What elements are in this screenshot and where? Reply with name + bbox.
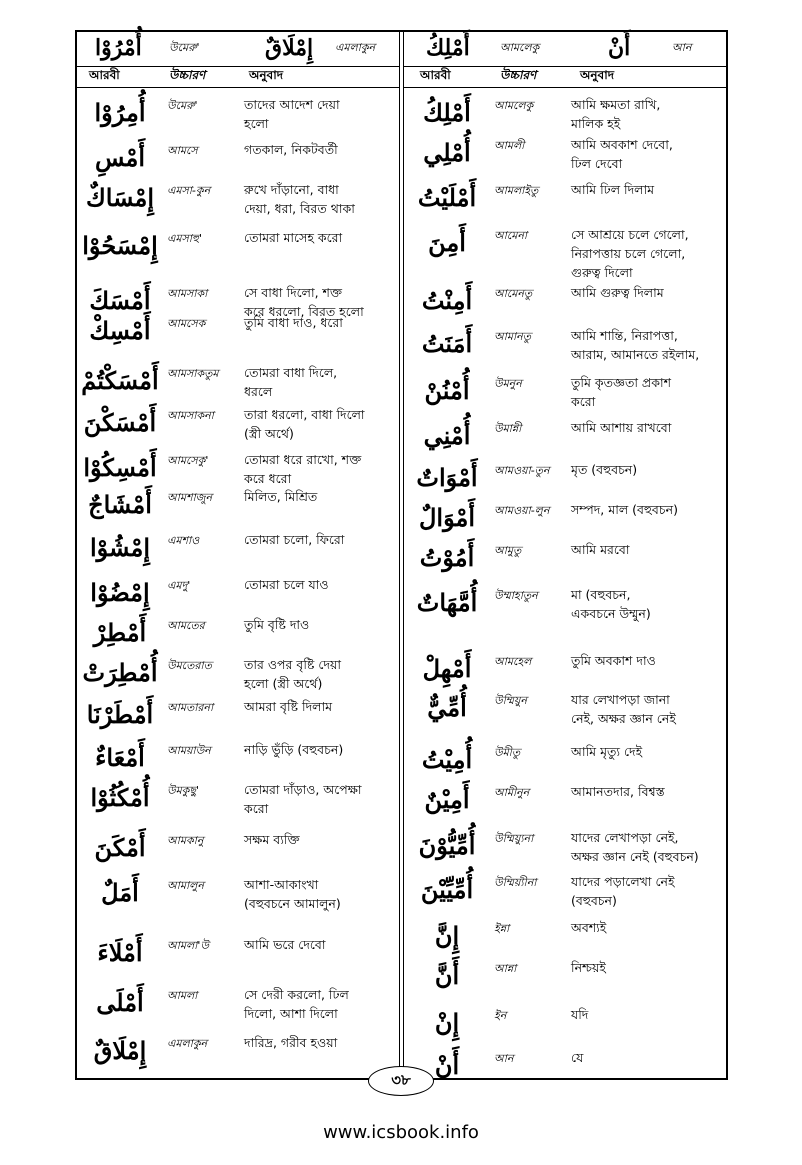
arabic-word: أَمْسَكْنَ — [83, 408, 157, 437]
meaning — [244, 450, 394, 488]
meaning — [571, 180, 721, 199]
column-header-right — [404, 66, 726, 88]
meaning-line: নিশ্চয়ই — [571, 960, 606, 975]
arabic-word: أَمْوَاتٌ — [416, 463, 478, 492]
meaning — [571, 225, 721, 282]
pronunciation: আন — [494, 1052, 514, 1065]
meaning — [571, 95, 721, 133]
pronunciation: এমদু' — [167, 579, 191, 592]
pronunciation: আমশাজুন — [167, 491, 213, 504]
arabic-word: أُمِّيِّيْنَ — [420, 875, 474, 904]
arabic-word: أُمْلِي — [423, 138, 471, 167]
meaning-line: মৃত (বহুবচন) — [571, 462, 638, 477]
pronunciation: আমলী — [494, 139, 525, 152]
meaning-line: হলো (স্ত্রী অর্থে) — [244, 676, 323, 691]
meaning-line: যাদের লেখাপড়া নেই, — [571, 830, 679, 845]
pronunciation: উমেরু' — [167, 99, 198, 112]
meaning-line: মিলিত, মিশ্রিত — [244, 489, 318, 504]
meaning-line: তোমরা ধরে রাখো, শক্ত — [244, 452, 362, 467]
pronunciation: আময়াউন — [167, 744, 211, 757]
arabic-word: إِمْضُوْا — [90, 578, 150, 607]
meaning-line: মা (বহুবচন, — [571, 587, 631, 602]
arabic-word: أَمْلِكُ — [423, 98, 471, 127]
meaning-line: করো — [571, 394, 596, 409]
running-header-arabic-2: إِمْلَاقٌ — [265, 35, 314, 61]
arabic-word: إِنْ — [434, 1008, 460, 1037]
meaning-line: যার লেখাপড়া জানা — [571, 692, 670, 707]
meaning — [571, 500, 721, 519]
pronunciation: আমতারনা — [167, 701, 214, 714]
meaning — [244, 180, 394, 218]
meaning-line: আমি ক্ষমতা রাখি, — [571, 97, 661, 112]
arabic-word: أَمْشَاجٌ — [88, 490, 152, 519]
pronunciation: আমলেকু — [494, 99, 534, 112]
header-meaning: অনুবাদ — [580, 68, 615, 82]
meaning — [244, 575, 394, 594]
arabic-word: إِمْسَاكٌ — [85, 183, 155, 212]
arabic-word: أَمُوْتُ — [419, 543, 475, 572]
running-header-pron-2: এমলাকুন — [335, 40, 376, 54]
arabic-word: إِمْشُوْا — [90, 533, 150, 562]
meaning-line: সম্পদ, মাল (বহুবচন) — [571, 502, 678, 517]
pronunciation: আমহেল — [494, 655, 532, 668]
arabic-word: أَمْسِكُوْا — [83, 453, 157, 482]
meaning-line: (বহুবচন) — [571, 893, 617, 908]
running-header-arabic-1: أُمْرُوْا — [95, 35, 142, 61]
pronunciation: আমেনতু — [494, 287, 533, 300]
meaning-line: আমি ঢিল দিলাম — [571, 182, 655, 197]
arabic-word: إِنَّ — [434, 921, 460, 950]
pronunciation: উমীতু — [494, 746, 521, 759]
meaning-line: গুরুত্ব দিলো — [571, 265, 633, 280]
arabic-word: أَمْسِ — [94, 143, 146, 172]
meaning — [571, 1048, 721, 1067]
meaning — [244, 530, 394, 549]
pronunciation: আমসাকনা — [167, 409, 214, 422]
arabic-word: أَمْكَنَ — [94, 833, 146, 862]
running-header-pron-3: আমলেকু — [500, 40, 540, 54]
meaning-line: আমি মরবো — [571, 542, 630, 557]
meaning-line: হলো — [244, 116, 269, 131]
meaning — [244, 830, 394, 849]
meaning-line: রুখে দাঁড়ানো, বাধা — [244, 182, 339, 197]
meaning — [244, 935, 394, 954]
meaning-line: আমি গুরুত্ব দিলাম — [571, 285, 664, 300]
meaning — [571, 283, 721, 302]
pronunciation: আমলাইতু — [494, 184, 539, 197]
meaning-line: সক্ষম ব্যক্তি — [244, 832, 300, 847]
meaning-line: তারা ধরলো, বাধা দিলো — [244, 407, 365, 422]
meaning-line: তাদের আদেশ দেয়া — [244, 97, 340, 112]
arabic-word: أَمْعَاءٌ — [95, 743, 145, 772]
meaning-line: অবশ্যই — [571, 920, 607, 935]
meaning-line: দিলো, আশা দিলো — [244, 1006, 338, 1021]
arabic-word: أَمْلَيْتُ — [417, 183, 477, 212]
meaning — [244, 655, 394, 693]
meaning-line: তোমরা মাসেহ করো — [244, 230, 343, 245]
meaning-line: তোমরা দাঁড়াও, অপেক্ষা — [244, 782, 362, 797]
meaning — [571, 418, 721, 437]
pronunciation: আমলা — [167, 989, 198, 1002]
meaning — [571, 1005, 721, 1024]
arabic-word: أُمْنِي — [423, 421, 471, 450]
meaning — [244, 487, 394, 506]
meaning — [244, 405, 394, 443]
running-header-left — [77, 30, 399, 66]
pronunciation: আমওয়া-লুন — [494, 504, 550, 517]
pronunciation: ইন্না — [494, 922, 510, 935]
pronunciation: আমওয়া-তুন — [494, 464, 550, 477]
meaning — [571, 828, 721, 866]
meaning-line: আরাম, আমানতে রইলাম, — [571, 347, 700, 362]
pronunciation: আমুতু — [494, 544, 522, 557]
meaning-line: করে ধরলো, বিরত হলো — [244, 304, 364, 319]
arabic-word: أَنَّ — [434, 961, 460, 990]
pronunciation: এমসা-কুন — [167, 184, 211, 197]
meaning-line: (বহুবচনে আমালুন) — [244, 896, 341, 911]
meaning-line: ঢিল দেবো — [571, 156, 623, 171]
running-header-arabic-3: أَمْلِكُ — [426, 35, 470, 61]
meaning-line: নাড়ি ভুঁড়ি (বহুবচন) — [244, 742, 344, 757]
pronunciation: আমীনুন — [494, 786, 530, 799]
arabic-word: أَمْسِكْ — [89, 316, 151, 345]
meaning-line: তোমরা চলো, ফিরো — [244, 532, 345, 547]
meaning — [244, 228, 394, 247]
pronunciation: উম্মিয়্যীনা — [494, 876, 537, 889]
pronunciation: আমকানু — [167, 834, 204, 847]
meaning-line: করে ধরো — [244, 471, 292, 486]
column-header-left — [77, 66, 399, 88]
meaning-line: আশা-আকাংখা — [244, 877, 319, 892]
meaning — [244, 985, 394, 1023]
arabic-word: أَمَلٌ — [101, 878, 139, 907]
meaning — [571, 585, 721, 623]
pronunciation: উম্মিয়ুন — [494, 694, 527, 707]
pronunciation: আমসাকতুম — [167, 367, 219, 380]
meaning-line: যাদের পড়ালেখা নেই — [571, 874, 675, 889]
arabic-word: أَمْسَكَ — [89, 286, 151, 315]
meaning — [571, 540, 721, 559]
pronunciation: আমসেকু' — [167, 454, 209, 467]
meaning-line: সে দেরী করলো, ঢিল — [244, 987, 349, 1002]
meaning-line: আমি শান্তি, নিরাপত্তা, — [571, 328, 678, 343]
meaning-line: আমি আশায় রাখবো — [571, 420, 672, 435]
meaning-line: মালিক হই — [571, 116, 621, 131]
meaning-line: করো — [244, 801, 269, 816]
footer-url[interactable]: www.icsbook.info — [323, 1122, 479, 1143]
meaning — [244, 1033, 394, 1052]
arabic-word: إِمْلَاقٌ — [93, 1036, 147, 1065]
meaning — [571, 872, 721, 910]
meaning — [571, 373, 721, 411]
pronunciation: উমতেরাত — [167, 659, 212, 672]
running-header-pron-1: উমেরু' — [169, 40, 200, 54]
meaning — [571, 460, 721, 479]
meaning-line: ধরলে — [244, 384, 273, 399]
header-meaning: অনুবাদ — [249, 68, 284, 82]
pronunciation: এমশাও — [167, 534, 200, 547]
meaning-line: তার ওপর বৃষ্টি দেয়া — [244, 657, 342, 672]
arabic-word: أُمْنُنْ — [424, 376, 470, 405]
pronunciation: উমনুন — [494, 377, 522, 390]
pronunciation: আমলা'উ — [167, 939, 209, 952]
meaning — [244, 140, 394, 159]
pronunciation: উম্মাহাতুন — [494, 589, 538, 602]
meaning-line: সে বাধা দিলো, শক্ত — [244, 285, 343, 300]
meaning-line: নেই, অক্ষর জ্ঞান নেই — [571, 711, 676, 726]
arabic-word: أَمَنَتُ — [421, 329, 473, 358]
meaning-line: যে — [571, 1050, 584, 1065]
running-header-pron-4: আন — [672, 40, 692, 54]
meaning-line: আমি মৃত্যু দেই — [571, 744, 643, 759]
arabic-word: أُمْكُثُوْا — [90, 783, 150, 812]
meaning — [571, 651, 721, 670]
meaning-line: আমি অবকাশ দেবো, — [571, 137, 673, 152]
arabic-word: أَمْسَكْتُمْ — [81, 366, 159, 395]
pronunciation: আমতের — [167, 619, 205, 632]
meaning — [244, 363, 394, 401]
pronunciation: ইন — [494, 1009, 507, 1022]
meaning-line: তোমরা বাধা দিলে, — [244, 365, 338, 380]
meaning-line: (স্ত্রী অর্থে) — [244, 426, 294, 441]
pronunciation: আমেনা — [494, 229, 528, 242]
meaning — [571, 690, 721, 728]
header-pronunciation: উচ্চারণ — [500, 68, 537, 82]
pronunciation: আমানতু — [494, 330, 531, 343]
arabic-word: أَمْهِلْ — [422, 654, 472, 683]
meaning-line: তোমরা চলে যাও — [244, 577, 329, 592]
meaning-line: অক্ষর জ্ঞান নেই (বহুবচন) — [571, 849, 699, 864]
arabic-word: أَمْلَى — [96, 988, 144, 1017]
meaning-line: যদি — [571, 1007, 589, 1022]
arabic-word: أَمْطِرْ — [93, 618, 147, 647]
meaning — [571, 918, 721, 937]
meaning — [244, 740, 394, 759]
arabic-word: أَمْلَاءَ — [97, 938, 143, 967]
pronunciation: এমলাকুন — [167, 1037, 208, 1050]
pronunciation: উমকুছু' — [167, 784, 200, 797]
arabic-word: أُمِرُوْا — [94, 98, 146, 127]
meaning — [571, 782, 721, 801]
meaning — [244, 780, 394, 818]
meaning-line: তুমি অবকাশ দাও — [571, 653, 656, 668]
meaning — [244, 615, 394, 634]
pronunciation: আন্না — [494, 962, 517, 975]
pronunciation: আমসে — [167, 144, 198, 157]
arabic-word: أُمَّهَاتٌ — [416, 588, 478, 617]
arabic-word: أُمِّيُّوْنَ — [418, 831, 476, 860]
header-arabic: আরবী — [89, 68, 120, 82]
meaning — [244, 313, 394, 332]
meaning-line: গতকাল, নিকটবর্তী — [244, 142, 338, 157]
meaning-line: নিরাপত্তায় চলে গেলো, — [571, 246, 686, 261]
meaning-line: আমরা বৃষ্টি দিলাম — [244, 699, 333, 714]
arabic-word: أُمِّيٌّ — [427, 693, 467, 722]
running-header-right — [404, 30, 726, 66]
meaning — [244, 697, 394, 716]
page-number: ৩৮ — [368, 1066, 434, 1096]
arabic-word: أَنْ — [434, 1051, 460, 1080]
pronunciation: উমান্নী — [494, 422, 522, 435]
meaning-line: আমি ভরে দেবো — [244, 937, 326, 952]
pronunciation: আমসেক — [167, 317, 206, 330]
meaning — [571, 742, 721, 761]
meaning — [571, 958, 721, 977]
pronunciation: আমালুন — [167, 879, 204, 892]
meaning-line: দেয়া, ধরা, বিরত থাকা — [244, 201, 355, 216]
meaning — [244, 875, 394, 913]
meaning-line: আমানতদার, বিশ্বস্ত — [571, 784, 665, 799]
meaning-line: দারিদ্র, গরীব হওয়া — [244, 1035, 338, 1050]
meaning — [571, 326, 721, 364]
meaning-line: তুমি বাধা দাও, ধরো — [244, 315, 343, 330]
meaning-line: সে আশ্রয়ে চলে গেলো, — [571, 227, 689, 242]
pronunciation: উম্মিয়্যুনা — [494, 832, 534, 845]
arabic-word: أَمِنَ — [428, 228, 466, 257]
meaning — [571, 135, 721, 173]
arabic-word: أَمْطَرْنَا — [86, 700, 154, 729]
running-header-arabic-4: أَنْ — [608, 35, 631, 61]
meaning-line: তুমি বৃষ্টি দাও — [244, 617, 310, 632]
arabic-word: أَمِيْنٌ — [424, 785, 470, 814]
arabic-word: أُمِيْتُ — [421, 745, 473, 774]
header-pronunciation: উচ্চারণ — [169, 68, 206, 82]
arabic-word: إِمْسَحُوْا — [82, 231, 158, 260]
arabic-word: أَمِنْتُ — [421, 286, 473, 315]
pronunciation: আমসাকা — [167, 287, 208, 300]
meaning-line: তুমি কৃতজ্ঞতা প্রকাশ — [571, 375, 672, 390]
pronunciation: এমসাহু' — [167, 232, 202, 245]
arabic-word: أَمْوَالٌ — [418, 503, 476, 532]
arabic-word: أُمْطِرَتْ — [82, 658, 158, 687]
meaning-line: একবচনে উম্মুন) — [571, 606, 651, 621]
meaning — [244, 95, 394, 133]
header-arabic: আরবী — [420, 68, 451, 82]
